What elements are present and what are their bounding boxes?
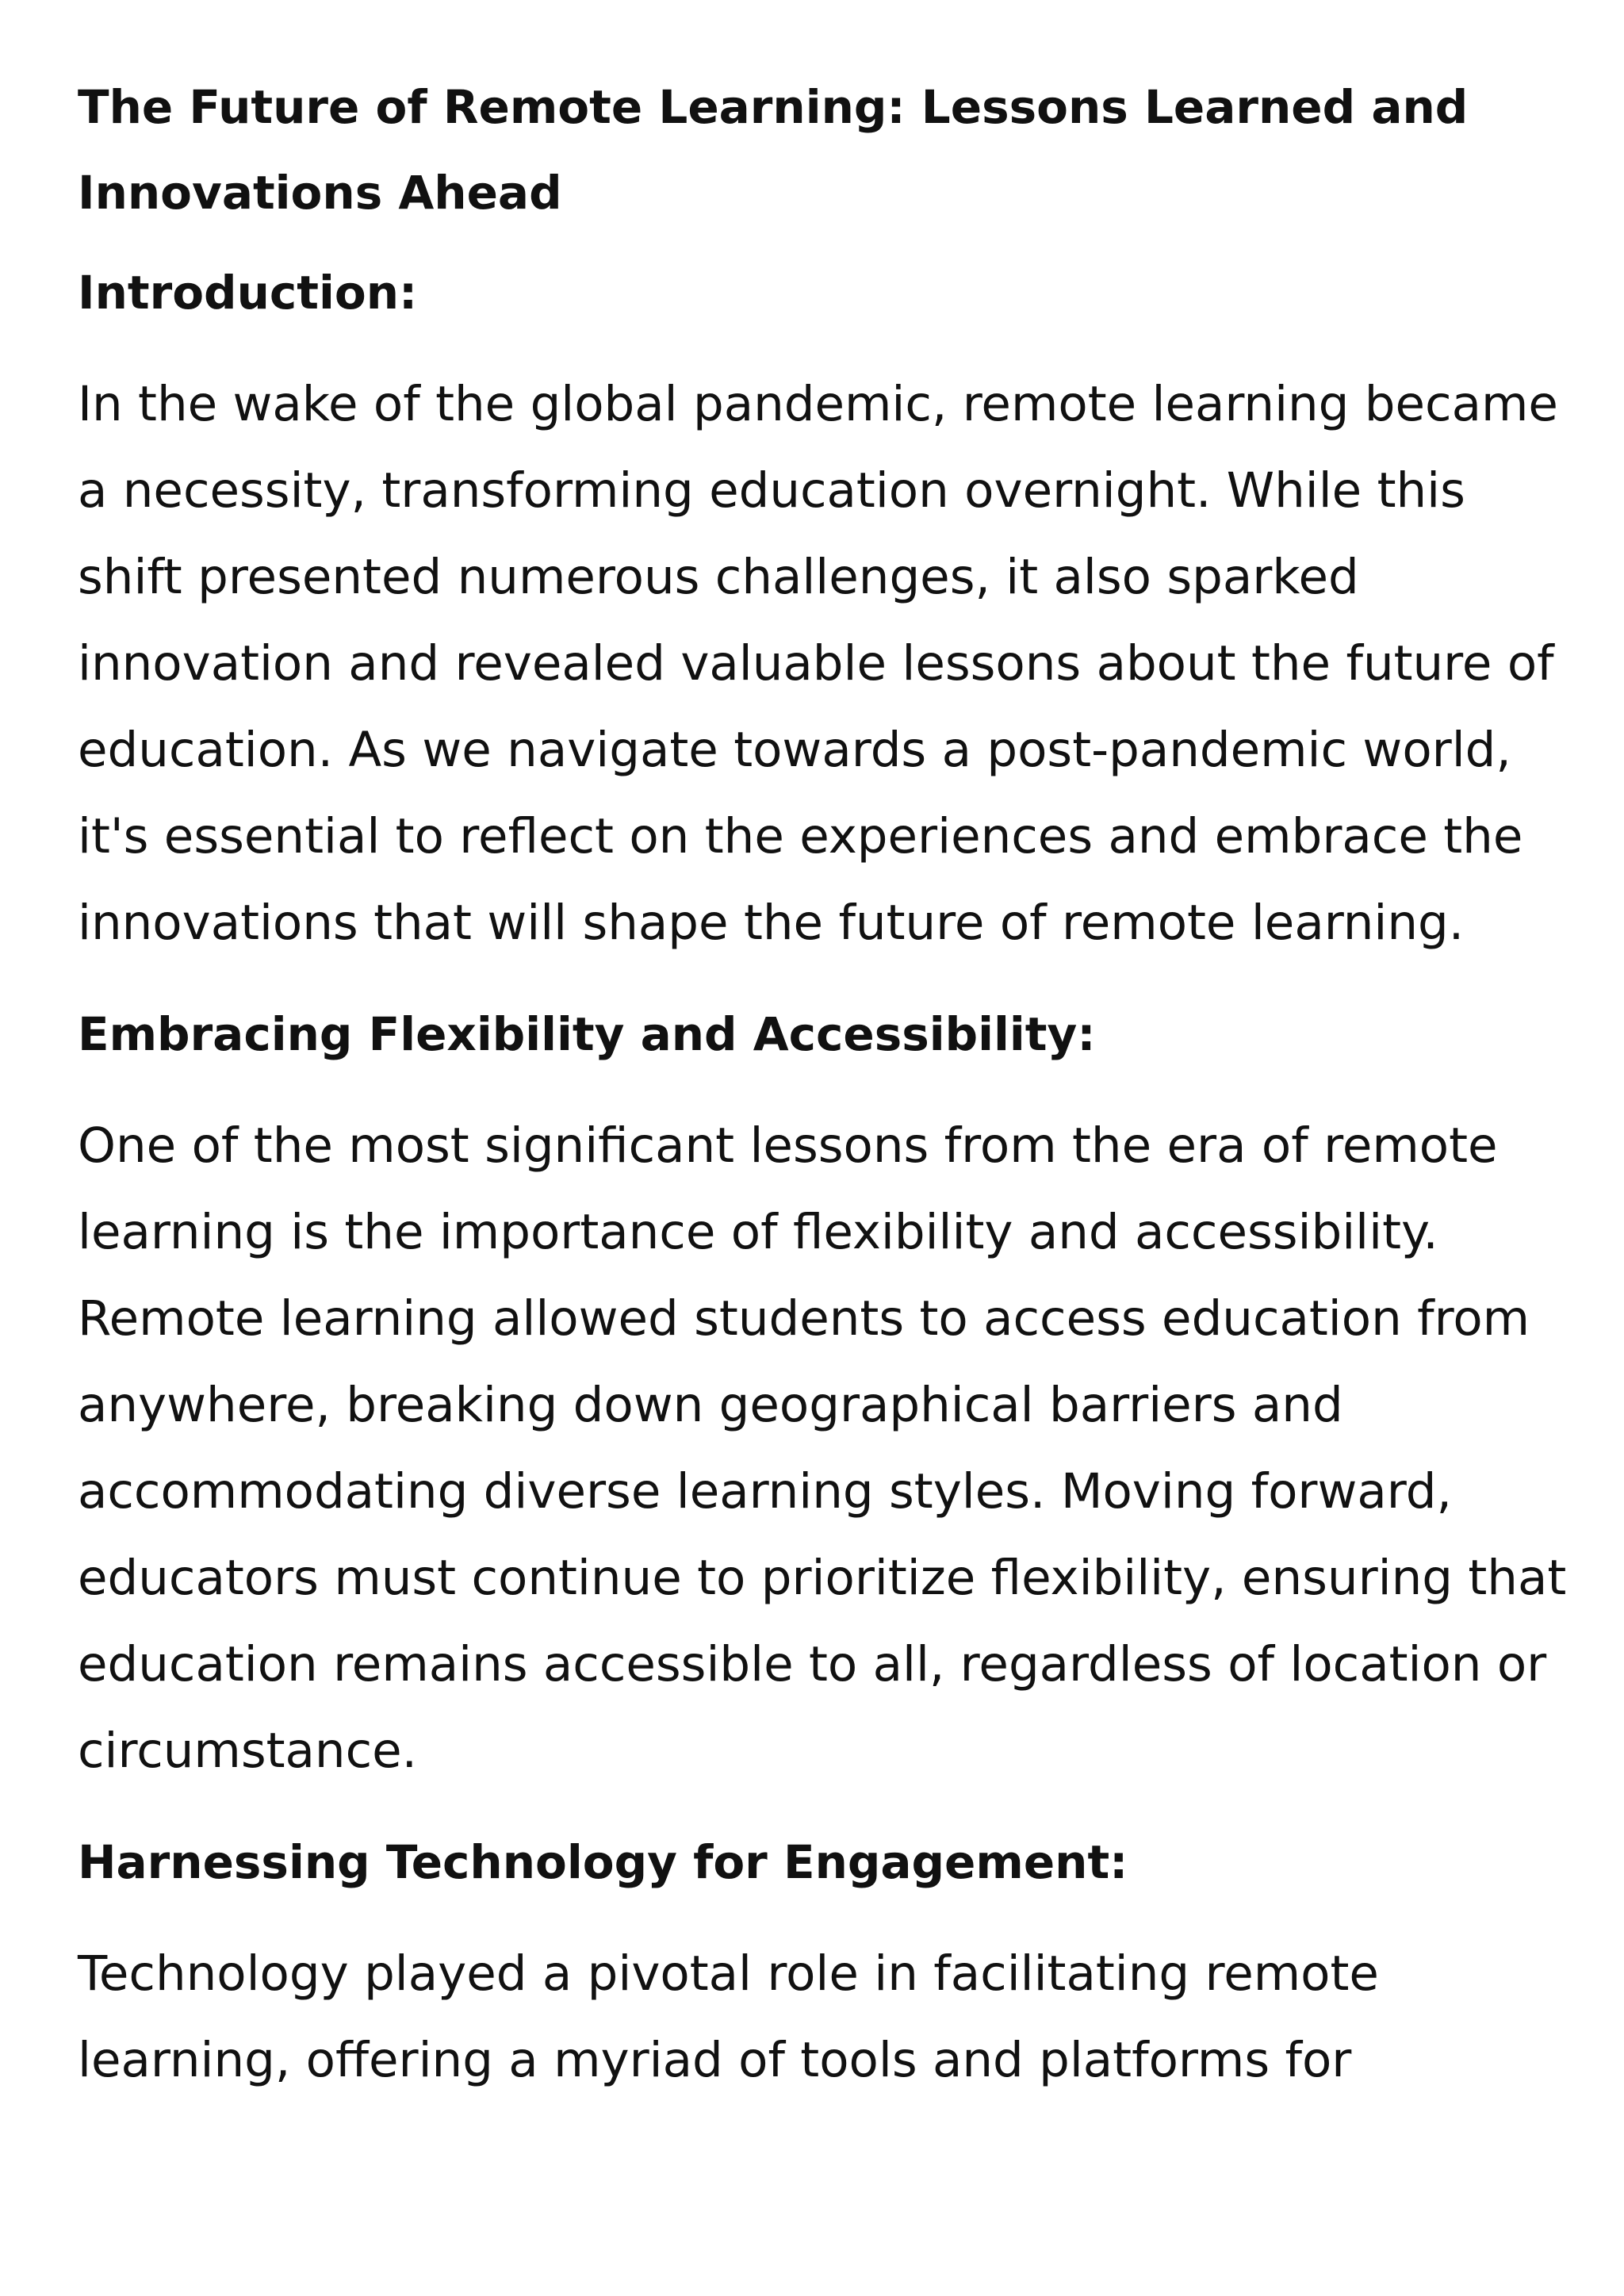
section-heading-flexibility: Embracing Flexibility and Accessibility:	[78, 1007, 1096, 1061]
section-heading-technology: Harnessing Technology for Engagement:	[78, 1835, 1128, 1889]
document-title: The Future of Remote Learning: Lessons Learned and Innovations Ahead	[78, 80, 1469, 220]
section-paragraph-flexibility: One of the most significant lessons from the era of remote learning is the importance of flexibility and accessibility. Remote learning allowed students to access education from anywhere, breaking down geographical barriers and accommodating diverse learning styles. Moving forward, educators must continue to prioritize flexibility, ensuring that education remains accessible to all, regardless of location or circumstance.	[78, 1117, 1567, 1779]
section-paragraph-introduction: In the wake of the global pandemic, remote learning became a necessity, transforming education overnight. While this shift presented numerous challenges, it also sparked innovation and revealed valuable lessons about the future of education. As we navigate towards a post-pandemic world, it's essential to reflect on the experiences and embrace the innovations that will shape the future of remote learning.	[78, 376, 1558, 951]
document-page	[78, 82, 1568, 2103]
spacer	[78, 1794, 1568, 1819]
spacer	[78, 335, 1568, 361]
spacer	[78, 1077, 1568, 1102]
spacer	[78, 236, 1568, 250]
section-heading-introduction: Introduction:	[78, 266, 418, 320]
spacer	[78, 966, 1568, 991]
spacer	[78, 1905, 1568, 1930]
section-paragraph-technology: Technology played a pivotal role in facilitating remote learning, offering a myriad of tools and platforms for	[78, 1945, 1379, 2088]
